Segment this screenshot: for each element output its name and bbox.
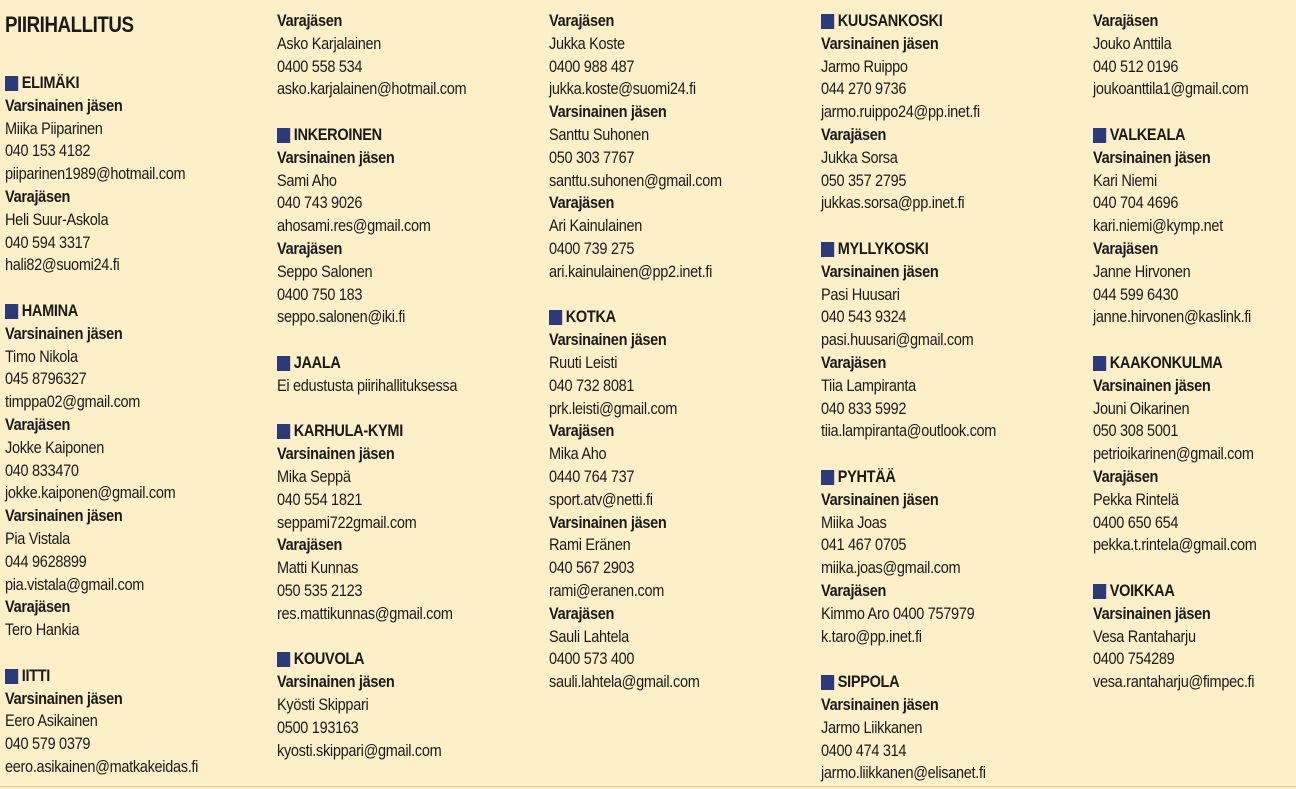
- member-detail: Pia Vistala: [5, 529, 70, 548]
- member-detail: 040 579 0379: [5, 735, 91, 754]
- section-heading: [5, 665, 241, 688]
- member-detail: 040 732 8081: [549, 376, 635, 395]
- section-gap: [5, 277, 273, 300]
- member-detail: vesa.rantaharju@fimpec.fi: [1093, 673, 1255, 692]
- member-detail: Mika Aho: [549, 445, 607, 464]
- member-role: Varajäsen: [277, 12, 343, 30]
- member-detail: 0400 650 654: [1093, 513, 1179, 532]
- member-role: Varajäsen: [5, 415, 71, 434]
- member-detail: 0400 474 314: [821, 741, 907, 760]
- member-detail: Jarmo Ruippo: [821, 57, 908, 76]
- member-detail: 0400 754289: [1093, 650, 1175, 669]
- member-detail: 040 594 3317: [5, 233, 91, 252]
- section-heading-label: ELIMÄKI: [21, 74, 80, 92]
- section-heading-label: KAAKONKULMA: [1109, 353, 1223, 372]
- member-role: Varsinainen jäsen: [821, 695, 939, 714]
- square-bullet-icon: [277, 128, 290, 143]
- member-detail: hali82@suomi24.fi: [5, 256, 120, 275]
- member-detail: Janne Hirvonen: [1093, 262, 1191, 281]
- member-detail: 044 270 9736: [821, 80, 907, 99]
- member-detail: 050 308 5001: [1093, 422, 1179, 441]
- member-detail: 0400 558 534: [277, 57, 363, 76]
- member-detail: Tero Hankia: [5, 621, 80, 640]
- member-detail: 041 467 0705: [821, 536, 907, 555]
- square-bullet-icon: [821, 470, 834, 485]
- square-bullet-icon: [1093, 584, 1106, 599]
- member-detail: Matti Kunnas: [277, 559, 359, 578]
- member-detail: asko.karjalainen@hotmail.com: [277, 80, 467, 99]
- member-detail: 0400 573 400: [549, 650, 635, 669]
- member-detail: kari.niemi@kymp.net: [1093, 217, 1223, 236]
- member-role: Varsinainen jäsen: [821, 262, 939, 281]
- square-bullet-icon: [5, 669, 18, 684]
- member-detail: Jouko Anttila: [1093, 34, 1172, 53]
- member-detail: res.mattikunnas@gmail.com: [277, 604, 453, 623]
- member-detail: 0400 750 183: [277, 285, 363, 304]
- section-gap: [1093, 329, 1296, 352]
- member-role: Varsinainen jäsen: [1093, 376, 1211, 395]
- member-detail: Ari Kainulainen: [549, 217, 643, 236]
- member-role: Varsinainen jäsen: [277, 148, 395, 167]
- member-detail: Santtu Suhonen: [549, 125, 649, 144]
- member-detail: 050 303 7767: [549, 148, 635, 167]
- section-heading-label: KOUVOLA: [293, 650, 365, 669]
- section-heading: [821, 238, 1057, 261]
- member-detail: seppo.salonen@iki.fi: [277, 308, 406, 327]
- member-detail: Pasi Huusari: [821, 285, 900, 304]
- member-detail: Sauli Lahtela: [549, 627, 629, 646]
- member-detail: 045 8796327: [5, 370, 87, 389]
- member-detail: ari.kainulainen@pp2.inet.fi: [549, 262, 713, 281]
- member-role: Varsinainen jäsen: [5, 324, 123, 343]
- member-role: Varajäsen: [821, 125, 887, 144]
- section-heading: [277, 124, 513, 147]
- square-bullet-icon: [1093, 356, 1106, 371]
- section-heading-label: VALKEALA: [1109, 125, 1186, 144]
- section-gap: [821, 443, 1089, 466]
- member-role: Varsinainen jäsen: [1093, 148, 1211, 167]
- section-heading: [277, 648, 513, 671]
- section-heading: [1093, 124, 1296, 147]
- square-bullet-icon: [1093, 128, 1106, 143]
- divider: [0, 786, 1296, 787]
- member-role: Varsinainen jäsen: [5, 96, 123, 115]
- section-gap: [821, 648, 1089, 671]
- member-detail: 040 704 4696: [1093, 194, 1179, 213]
- section-heading-label: INKEROINEN: [293, 125, 382, 144]
- member-detail: 044 599 6430: [1093, 285, 1179, 304]
- member-detail: prk.leisti@gmail.com: [549, 399, 677, 418]
- member-detail: Kimmo Aro 0400 757979: [821, 604, 975, 623]
- section-heading: [549, 306, 785, 329]
- member-detail: Jarmo Liikkanen: [821, 718, 923, 737]
- member-detail: kyosti.skippari@gmail.com: [277, 741, 442, 760]
- member-detail: 050 357 2795: [821, 171, 907, 190]
- member-detail: Timo Nikola: [5, 347, 78, 366]
- member-detail: 040 543 9324: [821, 308, 907, 327]
- member-detail: Pekka Rintelä: [1093, 490, 1179, 509]
- member-role: Varajäsen: [1093, 467, 1159, 486]
- member-detail: k.taro@pp.inet.fi: [821, 627, 922, 646]
- member-detail: Miika Joas: [821, 513, 887, 532]
- member-role: Varsinainen jäsen: [277, 673, 395, 692]
- column-1: [5, 10, 273, 779]
- member-detail: Jokke Kaiponen: [5, 438, 105, 457]
- square-bullet-icon: [5, 304, 18, 319]
- member-detail: Kari Niemi: [1093, 171, 1157, 190]
- square-bullet-icon: [821, 242, 834, 257]
- section-gap: [277, 329, 545, 352]
- member-detail: 0400 739 275: [549, 239, 635, 258]
- section-heading: [277, 352, 513, 375]
- member-detail: Ruuti Leisti: [549, 353, 618, 372]
- member-detail: janne.hirvonen@kaslink.fi: [1093, 308, 1251, 327]
- member-role: Varajäsen: [549, 12, 615, 30]
- square-bullet-icon: [821, 675, 834, 690]
- square-bullet-icon: [549, 310, 562, 325]
- member-detail: Asko Karjalainen: [277, 34, 382, 53]
- member-detail: Kyösti Skippari: [277, 695, 369, 714]
- section-heading: [277, 420, 513, 443]
- member-role: Varajäsen: [549, 604, 615, 623]
- member-detail: jukkas.sorsa@pp.inet.fi: [821, 194, 965, 213]
- square-bullet-icon: [277, 652, 290, 667]
- member-role: Varsinainen jäsen: [821, 34, 939, 53]
- member-detail: Jukka Sorsa: [821, 148, 898, 167]
- member-detail: Ei edustusta piirihallituksessa: [277, 376, 458, 395]
- section-heading: [821, 671, 1057, 694]
- member-detail: Mika Seppä: [277, 467, 351, 486]
- page-title: PIIRIHALLITUS: [5, 12, 134, 37]
- member-detail: sport.atv@netti.fi: [549, 490, 653, 509]
- member-detail: 040 833 5992: [821, 399, 907, 418]
- section-gap: [821, 215, 1089, 238]
- member-detail: tiia.lampiranta@outlook.com: [821, 422, 997, 441]
- member-detail: pekka.t.rintela@gmail.com: [1093, 536, 1257, 555]
- section-heading: [1093, 580, 1296, 603]
- member-role: Varajäsen: [549, 422, 615, 441]
- member-detail: miika.joas@gmail.com: [821, 559, 961, 578]
- member-detail: seppami722gmail.com: [277, 513, 417, 532]
- member-detail: eero.asikainen@matkakeidas.fi: [5, 757, 199, 776]
- section-heading-label: JAALA: [293, 353, 341, 372]
- square-bullet-icon: [277, 356, 290, 371]
- member-role: Varajäsen: [277, 239, 343, 258]
- member-role: Varsinainen jäsen: [821, 490, 939, 509]
- member-detail: pia.vistala@gmail.com: [5, 575, 145, 594]
- column-2: [277, 10, 545, 762]
- member-detail: Jukka Koste: [549, 34, 625, 53]
- column-4: [821, 10, 1089, 785]
- section-gap: [277, 398, 545, 421]
- member-detail: jarmo.ruippo24@pp.inet.fi: [821, 103, 980, 122]
- member-detail: Sami Aho: [277, 171, 337, 190]
- member-detail: Miika Piiparinen: [5, 119, 103, 138]
- section-heading-label: KOTKA: [565, 308, 616, 327]
- member-detail: Jouni Oikarinen: [1093, 399, 1190, 418]
- member-detail: Eero Asikainen: [5, 712, 98, 731]
- member-detail: Heli Suur-Askola: [5, 210, 109, 229]
- member-role: Varsinainen jäsen: [1093, 604, 1211, 623]
- member-detail: timppa02@gmail.com: [5, 393, 141, 412]
- member-detail: 040 567 2903: [549, 559, 635, 578]
- member-role: Varsinainen jäsen: [277, 445, 395, 464]
- section-heading-label: KARHULA-KYMI: [293, 422, 403, 441]
- member-detail: santtu.suhonen@gmail.com: [549, 171, 722, 190]
- section-heading: [821, 10, 1057, 33]
- member-detail: jarmo.liikkanen@elisanet.fi: [821, 764, 986, 783]
- member-role: Varajäsen: [5, 598, 71, 617]
- section-gap: [5, 642, 273, 665]
- member-role: Varajäsen: [549, 194, 615, 213]
- member-detail: Vesa Rantaharju: [1093, 627, 1196, 646]
- section-heading-label: KUUSANKOSKI: [837, 12, 943, 30]
- square-bullet-icon: [5, 76, 18, 91]
- member-role: Varajäsen: [1093, 12, 1159, 30]
- section-heading-label: HAMINA: [21, 301, 78, 320]
- member-role: Varajäsen: [821, 353, 887, 372]
- section-heading-label: VOIKKAA: [1109, 581, 1175, 600]
- member-role: Varsinainen jäsen: [549, 513, 667, 532]
- member-detail: piiparinen1989@hotmail.com: [5, 165, 186, 184]
- member-role: Varajäsen: [5, 187, 71, 206]
- section-gap: [277, 101, 545, 124]
- column-5: [1093, 10, 1296, 694]
- square-bullet-icon: [821, 14, 834, 29]
- square-bullet-icon: [277, 424, 290, 439]
- member-detail: 050 535 2123: [277, 581, 363, 600]
- member-detail: 040 153 4182: [5, 142, 91, 161]
- member-role: Varajäsen: [821, 581, 887, 600]
- section-heading-label: IITTI: [21, 666, 51, 685]
- section-heading-label: PYHTÄÄ: [837, 467, 896, 486]
- member-detail: petrioikarinen@gmail.com: [1093, 445, 1254, 464]
- member-role: Varajäsen: [277, 536, 343, 555]
- member-detail: 040 833470: [5, 461, 79, 480]
- member-detail: joukoanttila1@gmail.com: [1093, 80, 1249, 99]
- member-detail: jukka.koste@suomi24.fi: [549, 80, 696, 99]
- member-detail: Seppo Salonen: [277, 262, 373, 281]
- section-heading-label: MYLLYKOSKI: [837, 239, 929, 258]
- column-3: [549, 10, 817, 694]
- section-heading: [5, 72, 241, 95]
- member-detail: 040 554 1821: [277, 490, 363, 509]
- member-detail: 0440 764 737: [549, 467, 635, 486]
- member-detail: 040 743 9026: [277, 194, 363, 213]
- member-detail: ahosami.res@gmail.com: [277, 217, 431, 236]
- section-gap: [1093, 101, 1296, 124]
- member-detail: pasi.huusari@gmail.com: [821, 331, 974, 350]
- member-detail: sauli.lahtela@gmail.com: [549, 673, 700, 692]
- member-detail: 0400 988 487: [549, 57, 635, 76]
- member-detail: 040 512 0196: [1093, 57, 1179, 76]
- member-detail: Rami Eränen: [549, 536, 631, 555]
- member-role: Varajäsen: [1093, 239, 1159, 258]
- member-role: Varsinainen jäsen: [549, 331, 667, 350]
- section-heading: [1093, 352, 1296, 375]
- section-heading: [821, 466, 1057, 489]
- section-gap: [549, 284, 817, 307]
- member-detail: 044 9628899: [5, 552, 87, 571]
- member-detail: 0500 193163: [277, 718, 359, 737]
- section-heading-label: SIPPOLA: [837, 673, 900, 692]
- section-heading: [5, 300, 241, 323]
- member-role: Varsinainen jäsen: [5, 507, 123, 526]
- member-detail: Tiia Lampiranta: [821, 376, 916, 395]
- member-detail: rami@eranen.com: [549, 581, 665, 600]
- member-detail: jokke.kaiponen@gmail.com: [5, 484, 176, 503]
- section-gap: [1093, 557, 1296, 580]
- member-role: Varsinainen jäsen: [5, 689, 123, 708]
- member-role: Varsinainen jäsen: [549, 103, 667, 122]
- section-gap: [277, 626, 545, 649]
